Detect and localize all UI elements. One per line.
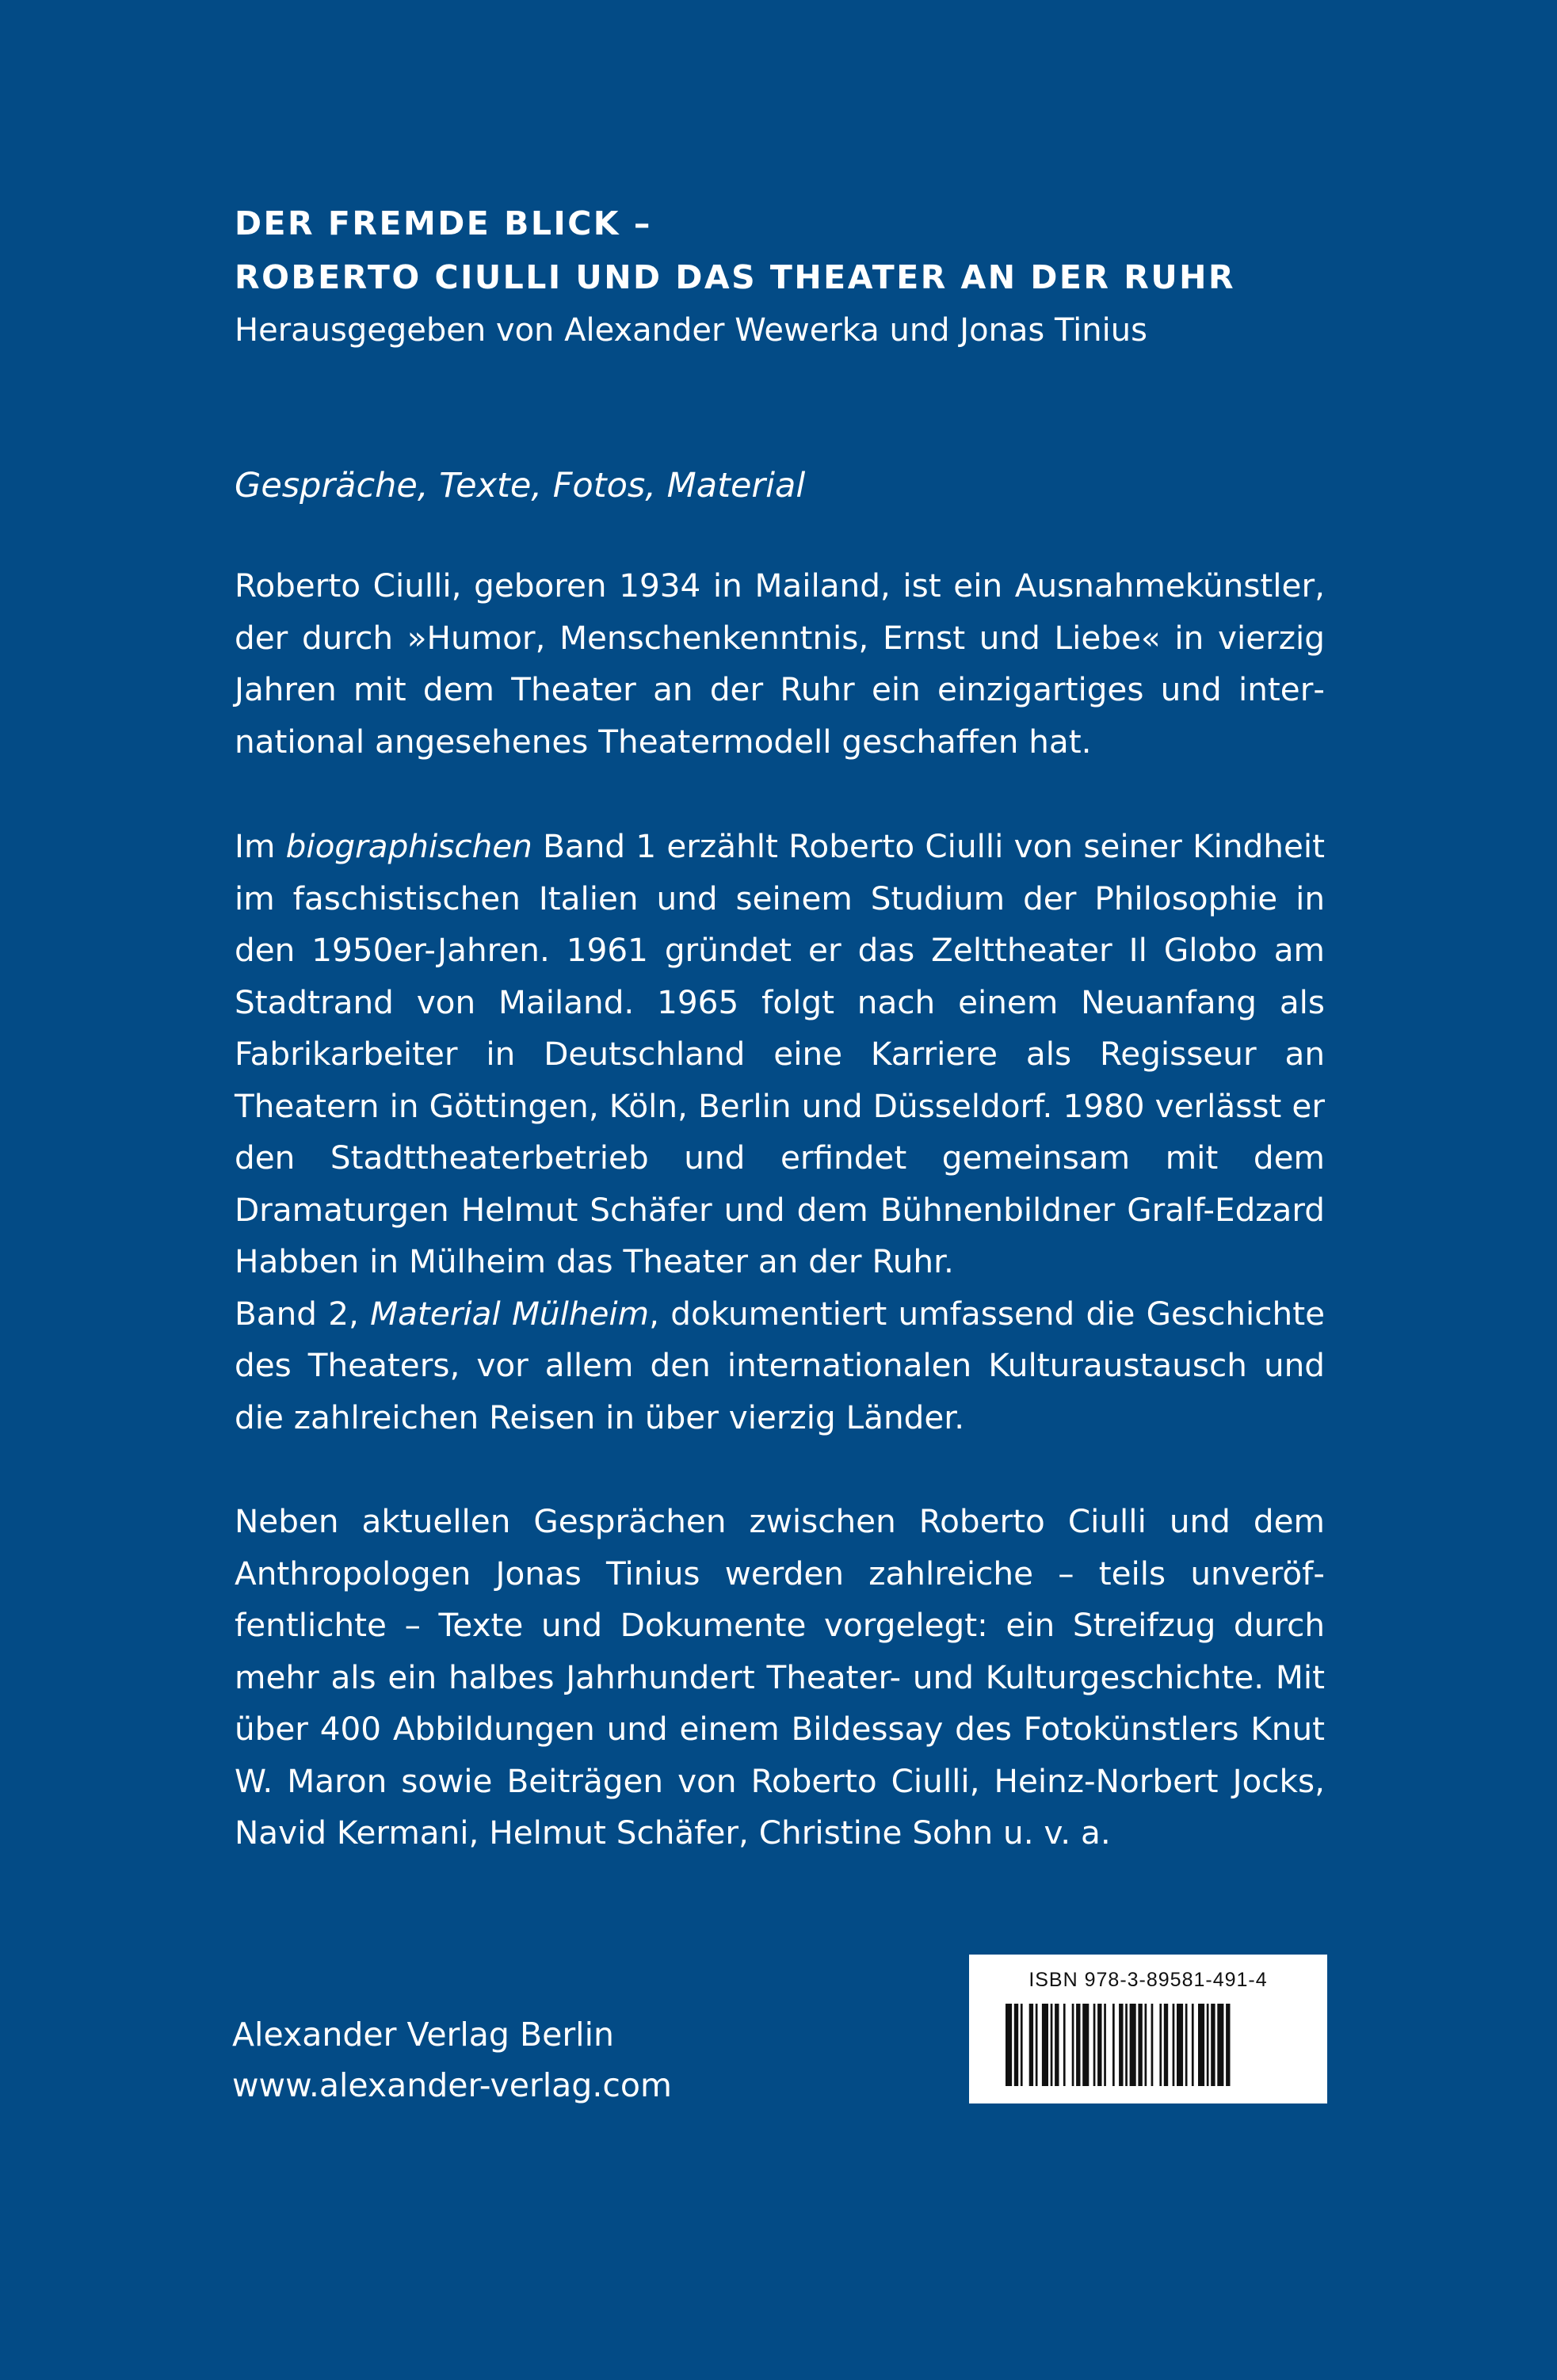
isbn-number: ISBN 978-3-89581-491-4 xyxy=(1028,1969,1268,1991)
book-title-line-2: ROBERTO CIULLI UND DAS THEATER AN DER RUHR xyxy=(235,258,1236,296)
barcode-bar xyxy=(1021,2004,1023,2086)
book-title-line-1: DER FREMDE BLICK – xyxy=(235,204,652,242)
barcode-bar xyxy=(1217,2004,1223,2086)
barcode-bar xyxy=(1042,2004,1048,2086)
publisher-website[interactable]: www.alexander-verlag.com xyxy=(232,2066,672,2104)
title-block xyxy=(235,196,1360,357)
barcode-bar xyxy=(1104,2004,1106,2086)
barcode-bar xyxy=(1125,2004,1128,2086)
publisher-name: Alexander Verlag Berlin xyxy=(232,2016,614,2054)
blurb-paragraph-1: Roberto Ciulli, geboren 1934 in Mailand, ist ein Ausnahmekünstler, der durch »Humor, Menschenkenntnis, Ernst und Liebe« in vierzig Jahren mit dem Theater an der Ruhr ein einzigartiges und international angesehenes Theatermodell geschaffen hat. xyxy=(235,566,1325,761)
barcode-bar xyxy=(1173,2004,1175,2086)
barcode-bar xyxy=(1014,2004,1018,2086)
isbn-barcode-box xyxy=(969,1955,1327,2103)
barcode-bar xyxy=(1029,2004,1033,2086)
barcode-bar xyxy=(1112,2004,1115,2086)
barcode-bar xyxy=(1097,2004,1101,2086)
barcode-bar xyxy=(1151,2004,1154,2086)
blurb-p2b-italic: Material Mülheim xyxy=(370,1294,650,1333)
barcode-bar xyxy=(1145,2004,1147,2086)
barcode-bar xyxy=(1164,2004,1168,2086)
barcode-bar xyxy=(1093,2004,1096,2086)
blurb-p2-body: Band 1 erzählt Roberto Ciulli von seiner Kindheit im faschistischen Italien und seinem Studium der Philosophie in den 1950er-Jahren. 1961 gründet er das Zelttheater Il Globo am Stadtrand von Mailand. 1965 folgt nach einem Neuanfang als Fabrikarbeiter in Deutschland eine Karriere als Regisseur an Theatern in Göttingen, Köln, Berlin und Düsseldorf. 1980 verlässt er den Stadttheaterbetrieb und erfindet gemeinsam mit dem Dramaturgen Helmut Schäfer und dem Bühnenbildner Gralf-Edzard Habben in Mülheim das Theater an der Ruhr. xyxy=(235,827,1325,1280)
blurb-p2b-body: , dokumentiert umfassend die Geschichte des Theaters, vor allem den internationalen Kulturaustausch und die zahlreichen Reisen in über vierzig Länder. xyxy=(235,1294,1325,1436)
book-editors: Herausgegeben von Alexander Wewerka und Jonas Tinius xyxy=(235,312,1147,349)
barcode-bar xyxy=(1185,2004,1188,2086)
barcode-bar xyxy=(1055,2004,1059,2086)
barcode-bar xyxy=(1082,2004,1089,2086)
barcode-bar xyxy=(1063,2004,1066,2086)
barcode-icon xyxy=(1006,2004,1291,2086)
blurb-paragraph-2 xyxy=(235,821,1325,1444)
barcode-bar xyxy=(1138,2004,1142,2086)
blurb-p2b-prefix: Band 2, xyxy=(235,1294,371,1333)
barcode-bar xyxy=(1119,2004,1123,2086)
barcode-bar xyxy=(1130,2004,1136,2086)
barcode-bar xyxy=(1051,2004,1053,2086)
barcode-bar xyxy=(1076,2004,1080,2086)
barcode-bar xyxy=(1177,2004,1183,2086)
barcode-bar xyxy=(1226,2004,1230,2086)
barcode-bar xyxy=(1006,2004,1012,2086)
publisher-block xyxy=(232,2009,672,2111)
barcode-bar xyxy=(1192,2004,1194,2086)
blurb-p2-italic: biographischen xyxy=(285,827,532,865)
blurb-p2-prefix: Im xyxy=(235,827,286,865)
barcode-bar xyxy=(1207,2004,1209,2086)
blurb-paragraph-3: Neben aktuellen Gesprächen zwischen Roberto Ciulli und dem Anthropologen Jonas Tinius werden zahlreiche – teils unveröffentlichte – Texte und Dokumente vorgelegt: ein Streifzug durch mehr als ein halbes Jahrhundert Theater- und Kulturgeschichte. Mit über 400 Abbildungen und einem Bildessay des Fotokünstlers Knut W. Maron sowie Beiträgen von Roberto Ciulli, Heinz-Norbert Jocks, Navid Kermani, Helmut Schäfer, Christine Sohn u. v. a. xyxy=(235,1502,1325,1852)
barcode-bar xyxy=(1211,2004,1215,2086)
barcode-bar xyxy=(1036,2004,1038,2086)
barcode-bar xyxy=(1072,2004,1074,2086)
book-subtitle: Gespräche, Texte, Fotos, Material xyxy=(235,466,806,505)
barcode-bar xyxy=(1198,2004,1204,2086)
barcode-bar xyxy=(1159,2004,1162,2086)
